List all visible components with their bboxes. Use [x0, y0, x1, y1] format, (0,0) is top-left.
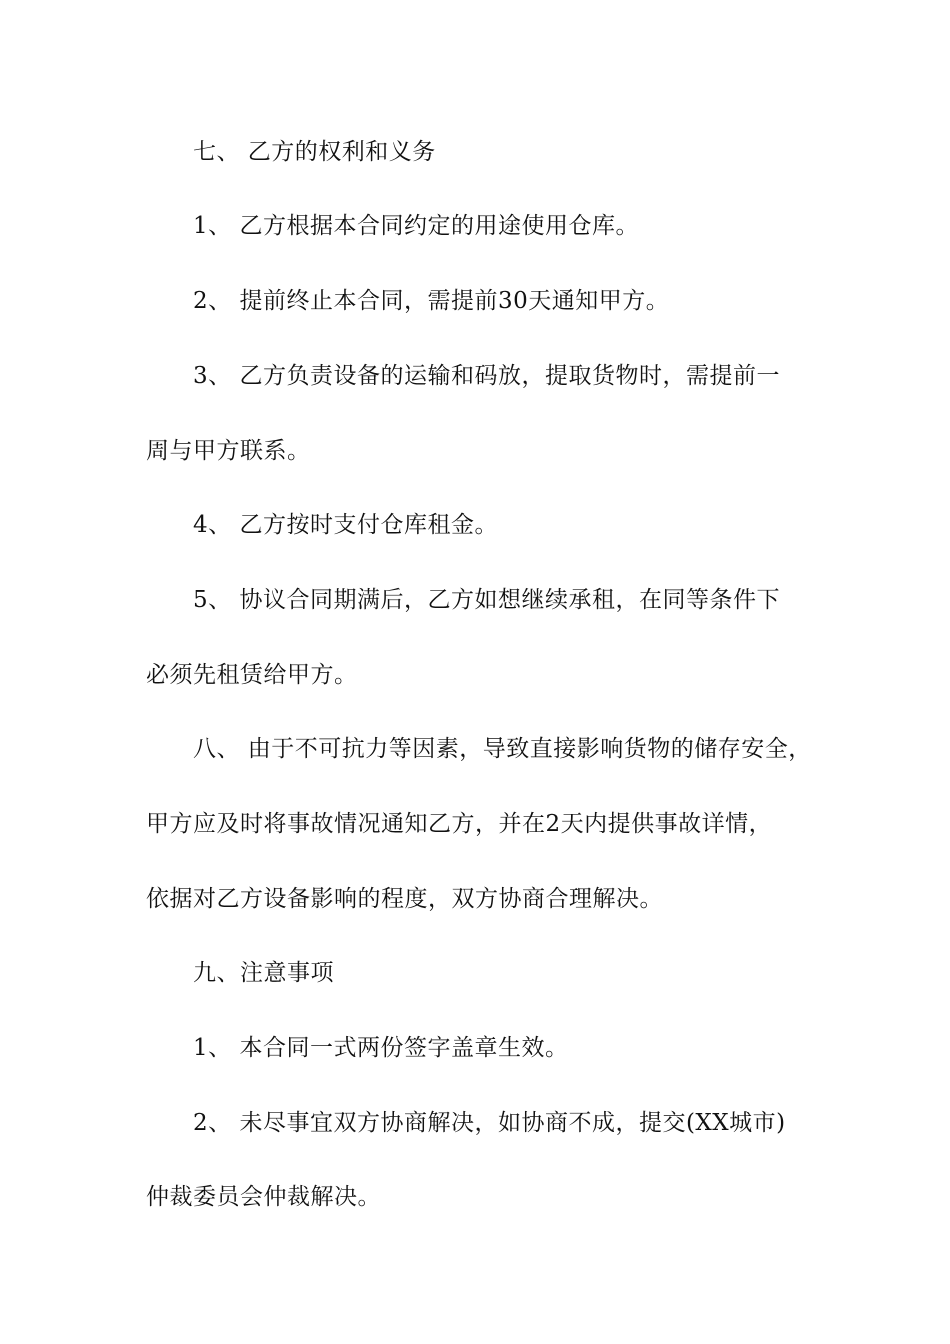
section-8-continued-2: 依据对乙方设备影响的程度，双方协商合理解决。: [146, 886, 663, 912]
clause-7-1: 1、 乙方根据本合同约定的用途使用仓库。: [193, 213, 639, 239]
clause-7-3: 3、 乙方负责设备的运输和码放，提取货物时，需提前一: [193, 363, 780, 389]
clause-7-2: 2、 提前终止本合同，需提前30天通知甲方。: [193, 288, 670, 314]
clause-9-2-continued: 仲裁委员会仲裁解决。: [146, 1184, 381, 1210]
clause-7-5-continued: 必须先租赁给甲方。: [146, 662, 358, 688]
section-heading-8: 八、 由于不可抗力等因素，导致直接影响货物的储存安全，: [193, 736, 812, 762]
clause-7-4: 4、 乙方按时支付仓库租金。: [193, 512, 498, 538]
section-heading-7: 七、 乙方的权利和义务: [193, 139, 436, 165]
clause-7-5: 5、 协议合同期满后，乙方如想继续承租，在同等条件下: [193, 587, 780, 613]
clause-9-2: 2、 未尽事宜双方协商解决，如协商不成，提交(XX城市): [193, 1110, 786, 1136]
clause-7-3-continued: 周与甲方联系。: [146, 438, 311, 464]
clause-9-1: 1、 本合同一式两份签字盖章生效。: [193, 1035, 569, 1061]
section-8-continued-1: 甲方应及时将事故情况通知乙方，并在2天内提供事故详情，: [146, 811, 773, 837]
section-heading-9: 九、注意事项: [193, 960, 334, 986]
